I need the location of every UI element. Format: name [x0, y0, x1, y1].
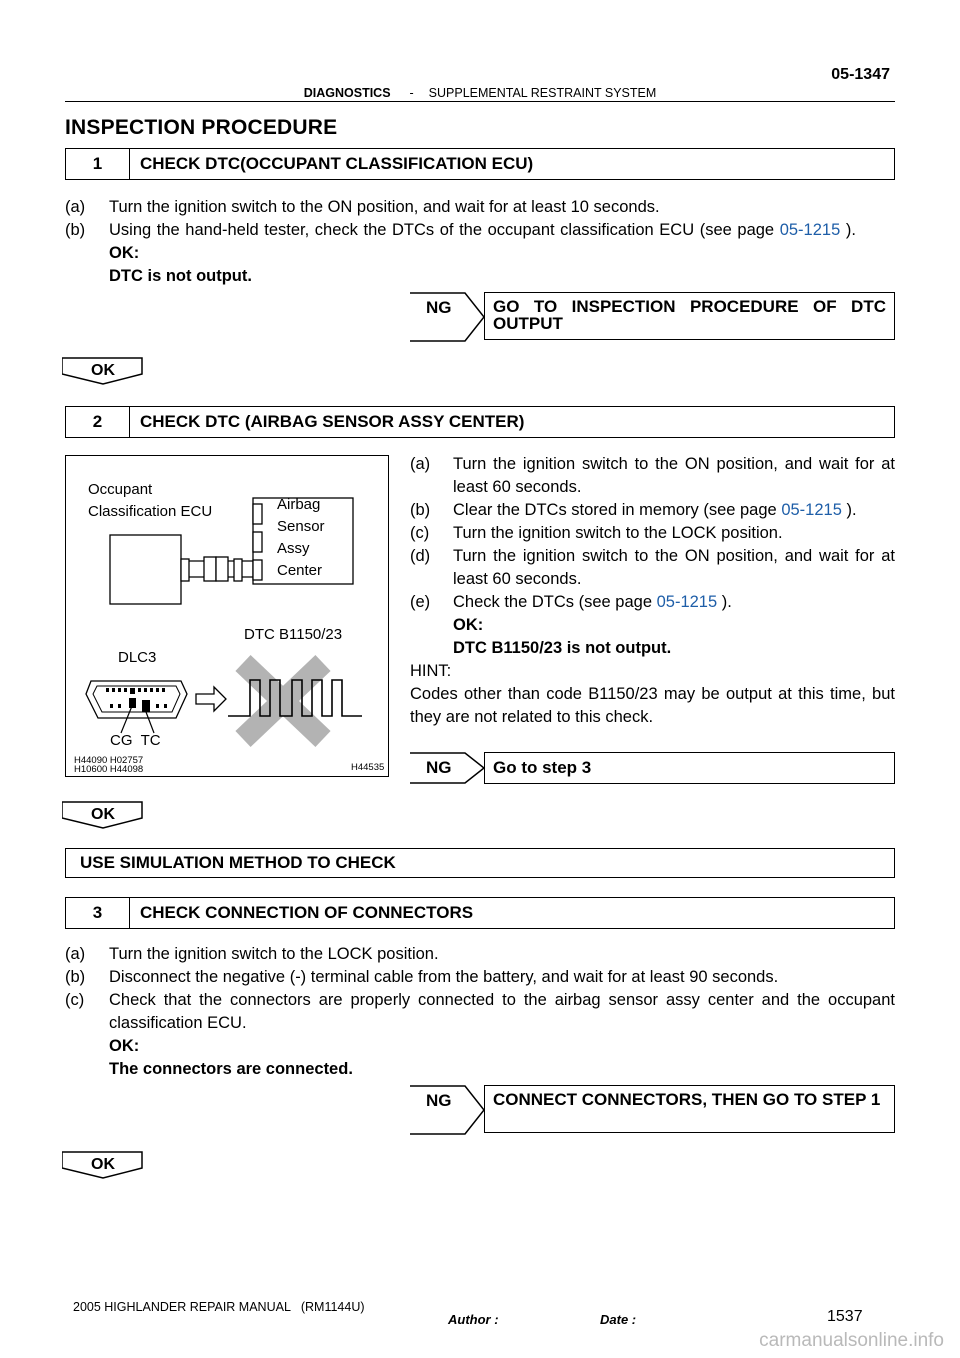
header-rule: [65, 101, 895, 102]
ok-text: DTC B1150/23 is not output.: [453, 639, 672, 657]
ng-action: Go to step 3: [484, 752, 895, 784]
item-tag: (a): [410, 455, 431, 473]
item-text: Turn the ignition switch to the ON position, and wait for at least 60 seconds.: [453, 547, 895, 588]
item-text: Check the DTCs (see page: [453, 593, 653, 611]
hint-text: Codes other than code B1150/23 may be output at this time, but they are not related to this check.: [410, 685, 895, 726]
ng-action: CONNECT CONNECTORS, THEN GO TO STEP 1: [484, 1085, 895, 1133]
date-label: Date :: [600, 1312, 637, 1327]
step-number: 3: [66, 898, 130, 928]
step-3-ng-branch: [410, 1085, 895, 1135]
step-2-ok-tab: [62, 801, 144, 829]
item-end: ).: [845, 221, 856, 239]
header-section: DIAGNOSTICS: [303, 86, 391, 100]
occupant-label-1: Occupant: [88, 481, 153, 498]
page-title: INSPECTION PROCEDURE: [65, 116, 338, 139]
wiring-figure: [65, 455, 389, 777]
airbag-label-2: Sensor: [277, 518, 325, 535]
dlc3-label: DLC3: [118, 649, 157, 666]
step-1-ok-tab: [62, 357, 144, 385]
dtc-label: DTC B1150/23: [244, 626, 343, 643]
ok-label: OK:: [109, 244, 140, 262]
hint-label: HINT:: [410, 662, 452, 680]
step-2-item-d: [410, 545, 895, 591]
ng-label: NG: [426, 1091, 452, 1110]
step-2-header: [65, 406, 895, 438]
occupant-label-2: Classification ECU: [88, 503, 213, 520]
figure-code-id: H44535: [351, 762, 385, 773]
manual-footer: 2005 HIGHLANDER REPAIR MANUAL (RM1144U): [73, 1300, 365, 1314]
step-2-ng-branch: [410, 752, 895, 784]
page-number: 05-1347: [831, 66, 890, 83]
step-3-ok-tab: [62, 1151, 144, 1179]
ok-text: DTC is not output.: [109, 267, 252, 285]
item-text: Turn the ignition switch to the LOCK position.: [109, 945, 439, 963]
header-subsection: SUPPLEMENTAL RESTRAINT SYSTEM: [428, 86, 657, 100]
ok-tab-label: OK: [91, 806, 115, 823]
item-tag: (d): [410, 547, 431, 565]
step-number: 2: [66, 407, 130, 437]
airbag-label-3: Assy: [277, 540, 310, 557]
item-tag: (c): [65, 991, 85, 1009]
item-text: Using the hand-held tester, check the DTCs of the occupant classification ECU (see page: [109, 221, 775, 239]
ng-action: GO TO INSPECTION PROCEDURE OF DTC OUTPUT: [484, 292, 895, 340]
item-text: Check that the connectors are properly connected to the airbag sensor assy center and the occupant classification ECU.: [109, 991, 895, 1032]
item-tag: (a): [65, 945, 86, 963]
connector-diagram: [66, 456, 390, 778]
item-text: Turn the ignition switch to the LOCK position.: [453, 524, 783, 542]
step-title: CHECK DTC(OCCUPANT CLASSIFICATION ECU): [140, 154, 534, 173]
ok-text: The connectors are connected.: [109, 1060, 353, 1078]
running-header: [0, 86, 960, 100]
step-3-header: [65, 897, 895, 929]
item-tag: (b): [65, 968, 86, 986]
step-3-item-c: [65, 989, 895, 1035]
watermark[interactable]: carmanualsonline.info: [759, 1330, 944, 1351]
item-tag: (b): [65, 221, 86, 239]
ok-label: OK:: [453, 616, 484, 634]
item-text: Clear the DTCs stored in memory (see page: [453, 501, 777, 519]
simulation-text: USE SIMULATION METHOD TO CHECK: [80, 853, 396, 872]
figure-code-a: H44090 H02757: [74, 755, 144, 766]
item-tag: (a): [65, 198, 86, 216]
page-link[interactable]: 05-1215: [781, 501, 842, 519]
item-end: ).: [846, 501, 857, 519]
step-title: CHECK DTC (AIRBAG SENSOR ASSY CENTER): [140, 412, 525, 431]
header-separator: -: [409, 86, 414, 100]
step-title: CHECK CONNECTION OF CONNECTORS: [140, 903, 474, 922]
ng-label: NG: [426, 298, 452, 317]
item-text: Turn the ignition switch to the ON position, and wait for at least 10 seconds.: [109, 198, 660, 216]
page-link[interactable]: 05-1215: [656, 593, 718, 611]
ng-label: NG: [426, 758, 452, 777]
item-tag: (c): [410, 524, 430, 542]
airbag-label-1: Airbag: [277, 496, 321, 513]
author-label: Author :: [448, 1312, 499, 1327]
item-tag: (b): [410, 501, 431, 519]
item-end: ).: [721, 593, 732, 611]
simulation-box: [65, 848, 895, 878]
item-text: Turn the ignition switch to the ON position, and wait for at least 60 seconds.: [453, 455, 895, 496]
item-text: Disconnect the negative (-) terminal cable from the battery, and wait for at least 90 seconds.: [109, 968, 779, 986]
item-tag: (e): [410, 593, 431, 611]
step-2-item-a: [410, 453, 895, 499]
step-1-ng-branch: [410, 292, 895, 342]
ok-tab-label: OK: [91, 362, 115, 379]
step-1-header: [65, 148, 895, 180]
page-link[interactable]: 05-1215: [779, 221, 841, 239]
footer-page: 1537: [827, 1308, 863, 1325]
figure-code-b: H10600 H44098: [74, 764, 144, 775]
step-number: 1: [66, 149, 130, 179]
ok-label: OK:: [109, 1037, 140, 1055]
pins-label: CG TC: [110, 732, 161, 749]
ok-tab-label: OK: [91, 1156, 115, 1173]
airbag-label-4: Center: [277, 562, 323, 579]
